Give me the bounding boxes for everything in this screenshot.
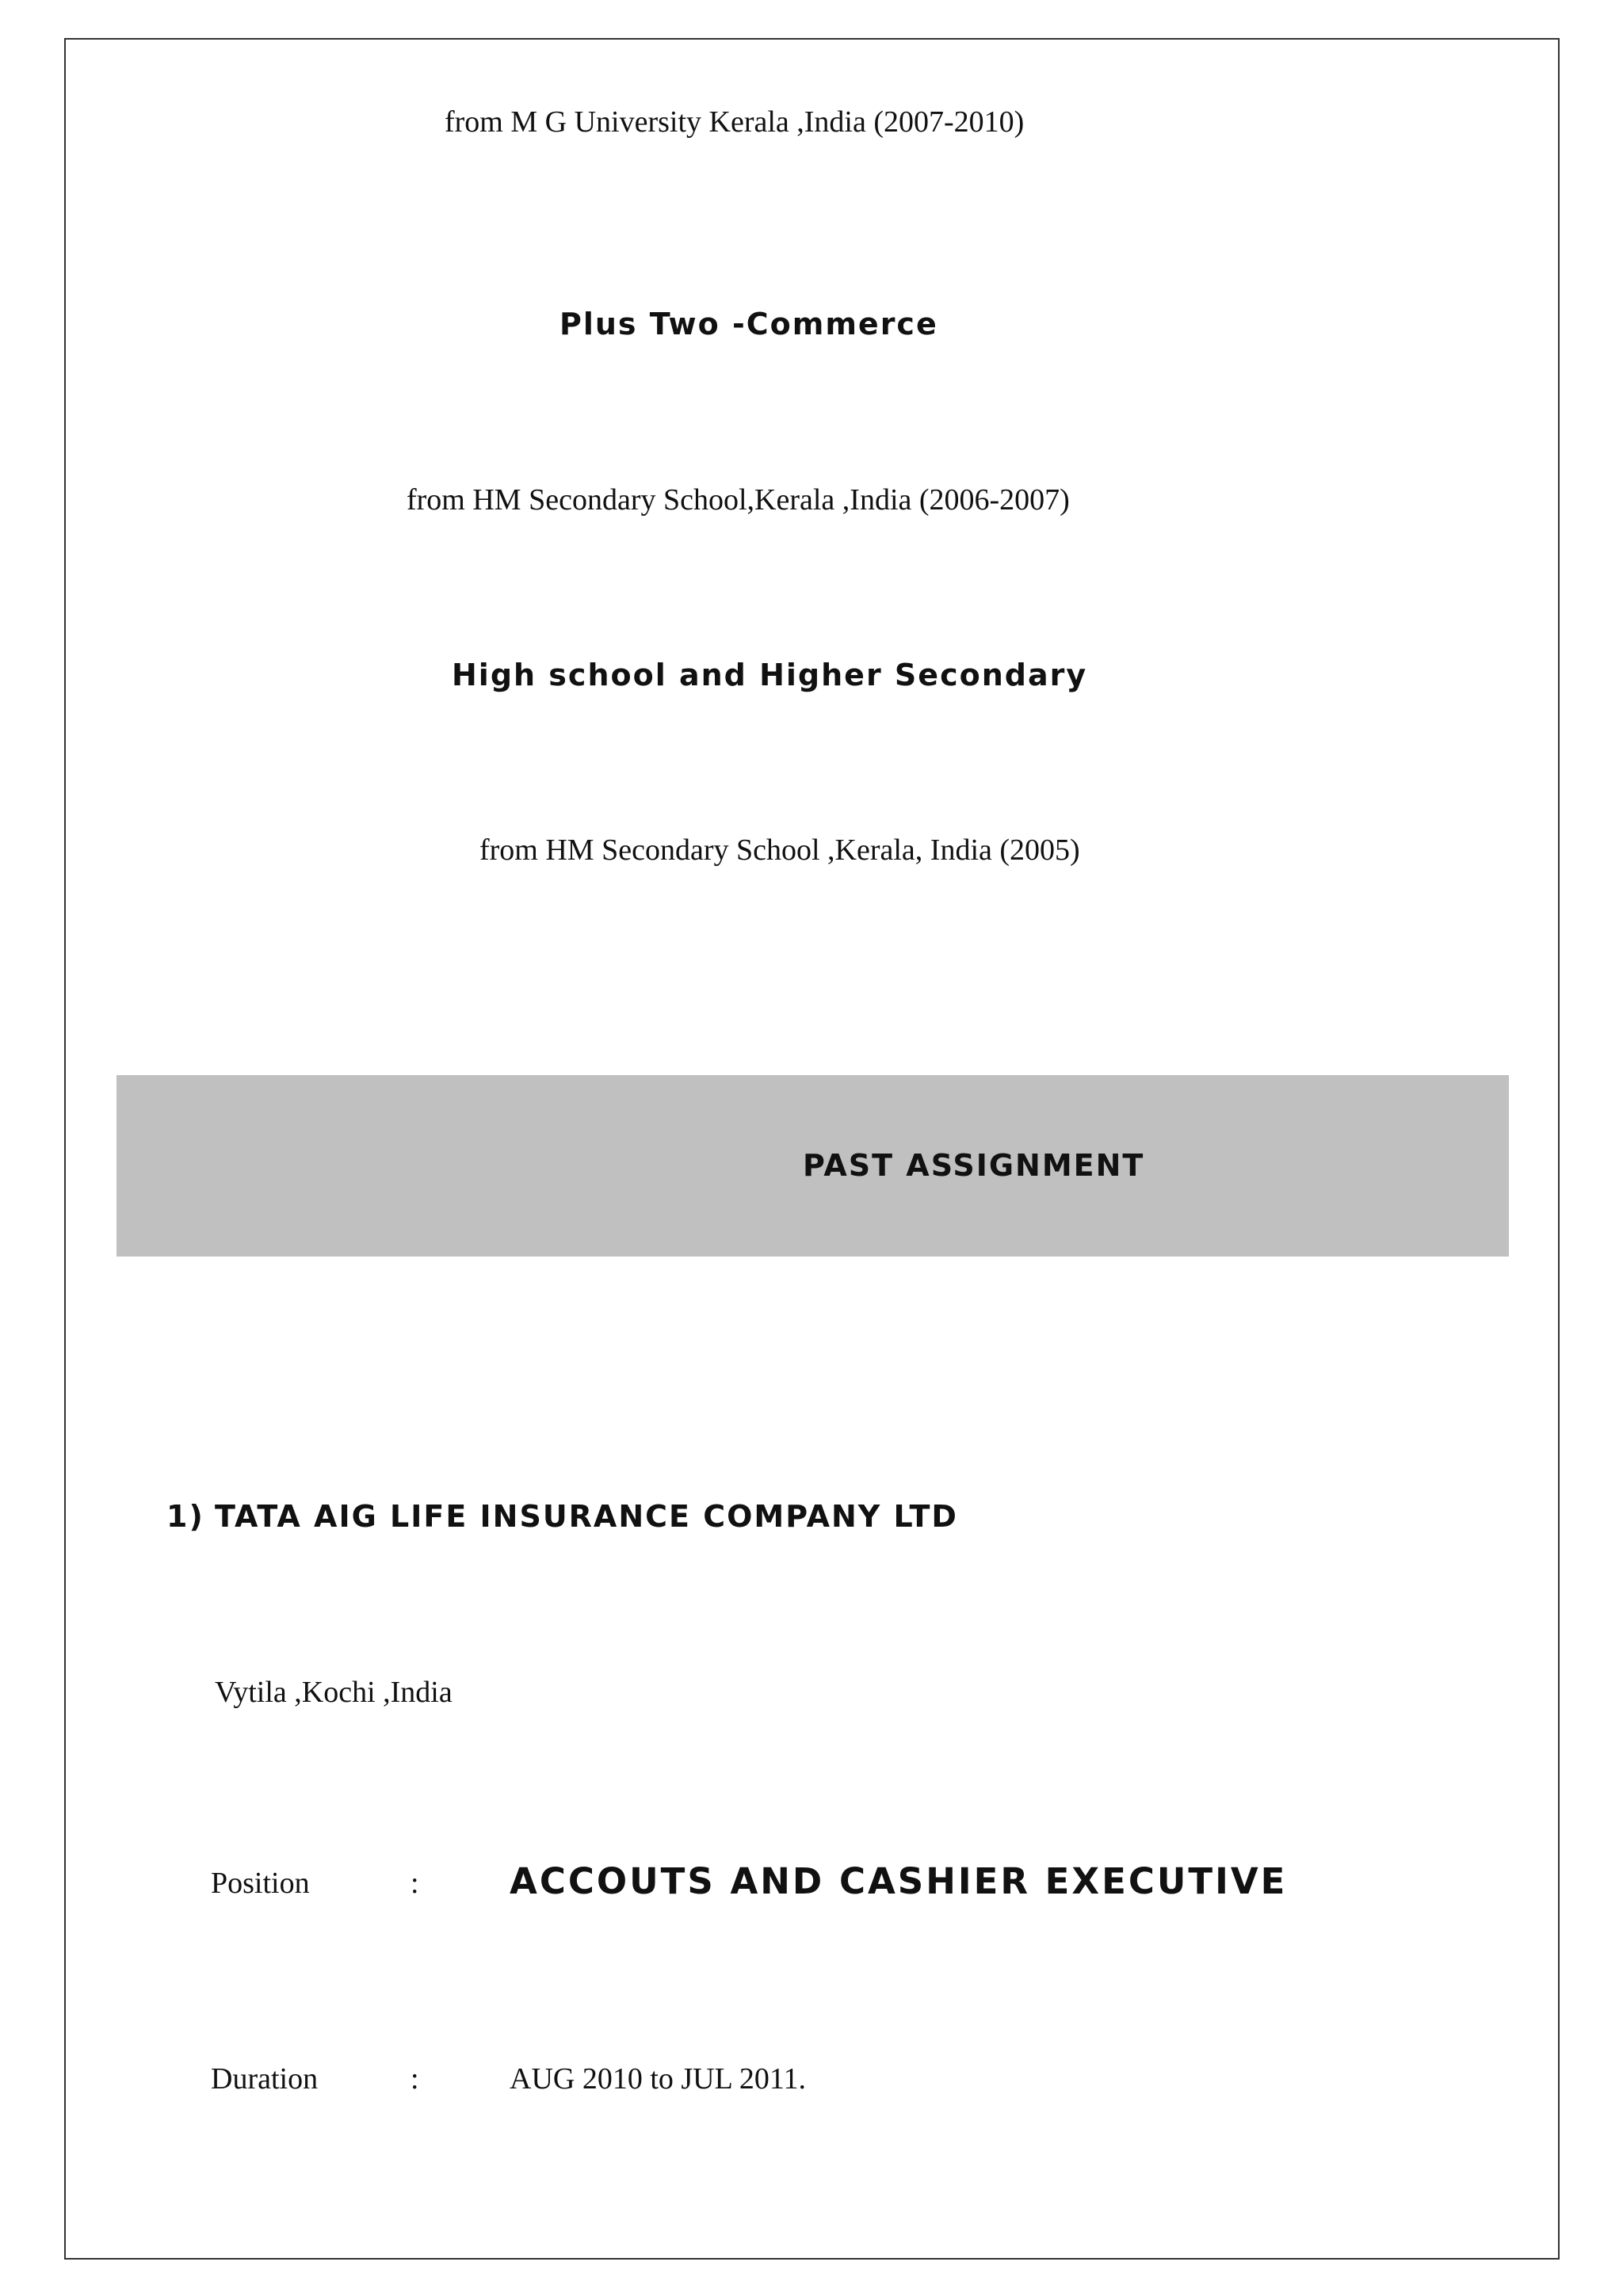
- past-assignment-title: PAST ASSIGNMENT: [803, 1148, 1145, 1183]
- high-school-heading: High school and Higher Secondary: [452, 658, 1088, 692]
- high-school-source-text: from HM Secondary School ,Kerala, India (2005): [479, 833, 1080, 867]
- plus-two-source-text: from HM Secondary School,Kerala ,India (2006-2007): [407, 483, 1070, 517]
- degree-source-text: from M G University Kerala ,India (2007-2010): [445, 105, 1025, 139]
- company-name: TATA AIG LIFE INSURANCE COMPANY LTD: [215, 1499, 958, 1534]
- position-label: Position: [211, 1867, 310, 1900]
- duration-separator: :: [411, 2062, 419, 2096]
- company-location: Vytila ,Kochi ,India: [215, 1676, 453, 1709]
- position-value: ACCOUTS AND CASHIER EXECUTIVE: [510, 1860, 1288, 1902]
- plus-two-heading: Plus Two -Commerce: [559, 307, 938, 341]
- duration-label: Duration: [211, 2062, 319, 2096]
- duration-value: AUG 2010 to JUL 2011.: [510, 2062, 807, 2096]
- position-separator: :: [411, 1867, 419, 1900]
- assignment-number: 1): [166, 1499, 204, 1534]
